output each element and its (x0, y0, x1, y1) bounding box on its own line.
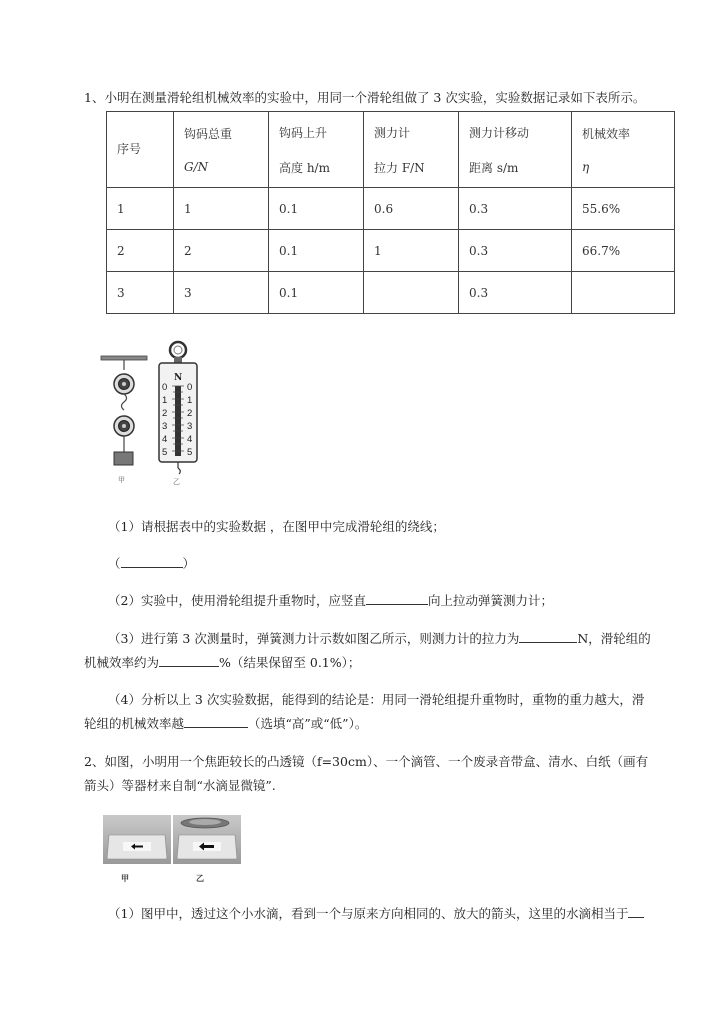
table-cell: 66.7% (572, 230, 675, 272)
table-cell: 1 (364, 230, 459, 272)
photo-yi (173, 815, 241, 864)
answer-blank[interactable] (628, 905, 644, 918)
q1-part3-line1: （3）进行第 3 次测量时，弹簧测力计示数如图乙所示，则测力计的拉力为 N，滑轮组的 (108, 631, 651, 646)
table-row (107, 272, 675, 314)
scale-mark-left: 1 (162, 395, 168, 406)
scale-mark-left: 0 (162, 382, 168, 393)
table-row (107, 230, 675, 272)
q1-intro: 1、小明在测量滑轮组机械效率的实验中，用同一个滑轮组做了 3 次实验，实验数据记录如下表所示。 (84, 90, 646, 105)
q1-part4-line1: （4）分析以上 3 次实验数据，能得到的结论是：用同一滑轮组提升重物时，重物的重力越大，滑 (108, 692, 645, 707)
q1-part4-line2: 轮组的机械效率越 （选填“高”或“低”）。 (84, 716, 368, 731)
scale-mark-right: 5 (187, 447, 193, 458)
q1-part1: （1）请根据表中的实验数据 ，在图甲中完成滑轮组的绕线； (108, 519, 445, 534)
q1-part3-line2: 机械效率约为 %（结果保留至 0.1%）； (84, 655, 361, 670)
table-cell (572, 272, 675, 314)
table-cell: 0.1 (269, 272, 364, 314)
header-cell: 机械效率 η (572, 112, 675, 188)
header-cell: 钩码总重 G/N (174, 112, 269, 188)
table-cell: 55.6% (572, 188, 675, 230)
table-cell: 2 (174, 230, 269, 272)
answer-blank[interactable] (121, 555, 183, 568)
table-cell: 3 (174, 272, 269, 314)
header-cell: 测力计移动 距离 s/m (459, 112, 572, 188)
q2-intro-line1: 2、如图，小明用一个焦距较长的凸透镜（f=30cm）、一个滴管、一个废录音带盒、清水、白纸（画有 (84, 754, 649, 769)
q1-part1-answer: （ ） (108, 556, 196, 571)
header-cell: 测力计 拉力 F/N (364, 112, 459, 188)
table-cell: 0.1 (269, 230, 364, 272)
answer-blank[interactable] (184, 715, 248, 728)
q2-intro-line2: 箭头）等器材来自制“水滴显微镜”. (84, 778, 276, 793)
label-jia: 甲 (118, 476, 125, 484)
scale-mark-right: 3 (187, 421, 193, 432)
answer-blank[interactable] (159, 654, 219, 667)
scale-unit: N (174, 373, 183, 383)
experiment-table (106, 111, 675, 314)
label-yi: 乙 (196, 873, 204, 883)
scale-mark-left: 5 (162, 447, 168, 458)
pulley-and-scale-figure (98, 338, 208, 488)
header-cell: 钩码上升 高度 h/m (269, 112, 364, 188)
table-row (107, 188, 675, 230)
table-cell: 1 (174, 188, 269, 230)
scale-mark-right: 1 (187, 395, 193, 406)
table-cell: 0.3 (459, 230, 572, 272)
scale-mark-left: 2 (162, 408, 168, 419)
table-cell (364, 272, 459, 314)
water-drop-microscope-photos (103, 815, 243, 887)
table-cell: 0.6 (364, 188, 459, 230)
table-cell: 2 (107, 230, 174, 272)
table-cell: 3 (107, 272, 174, 314)
table-header-row (107, 112, 675, 188)
scale-mark-left: 4 (162, 434, 168, 445)
header-cell: 序号 (107, 112, 174, 188)
scale-mark-right: 4 (187, 434, 193, 445)
scale-mark-right: 2 (187, 408, 193, 419)
scale-mark-right: 0 (187, 382, 193, 393)
table-cell: 1 (107, 188, 174, 230)
q1-part2: （2）实验中，使用滑轮组提升重物时，应竖直 向上拉动弹簧测力计； (108, 593, 553, 608)
label-jia: 甲 (121, 873, 129, 883)
table-cell: 0.1 (269, 188, 364, 230)
table-cell: 0.3 (459, 188, 572, 230)
label-yi: 乙 (173, 478, 180, 486)
answer-blank[interactable] (519, 630, 577, 643)
table-cell: 0.3 (459, 272, 572, 314)
photo-jia (103, 815, 171, 864)
answer-blank[interactable] (366, 592, 428, 605)
pulley-system-drawing (101, 356, 147, 465)
scale-mark-left: 3 (162, 421, 168, 432)
q2-part1: （1）图甲中，透过这个小水滴，看到一个与原来方向相同的、放大的箭头，这里的水滴相当于 (108, 905, 644, 923)
